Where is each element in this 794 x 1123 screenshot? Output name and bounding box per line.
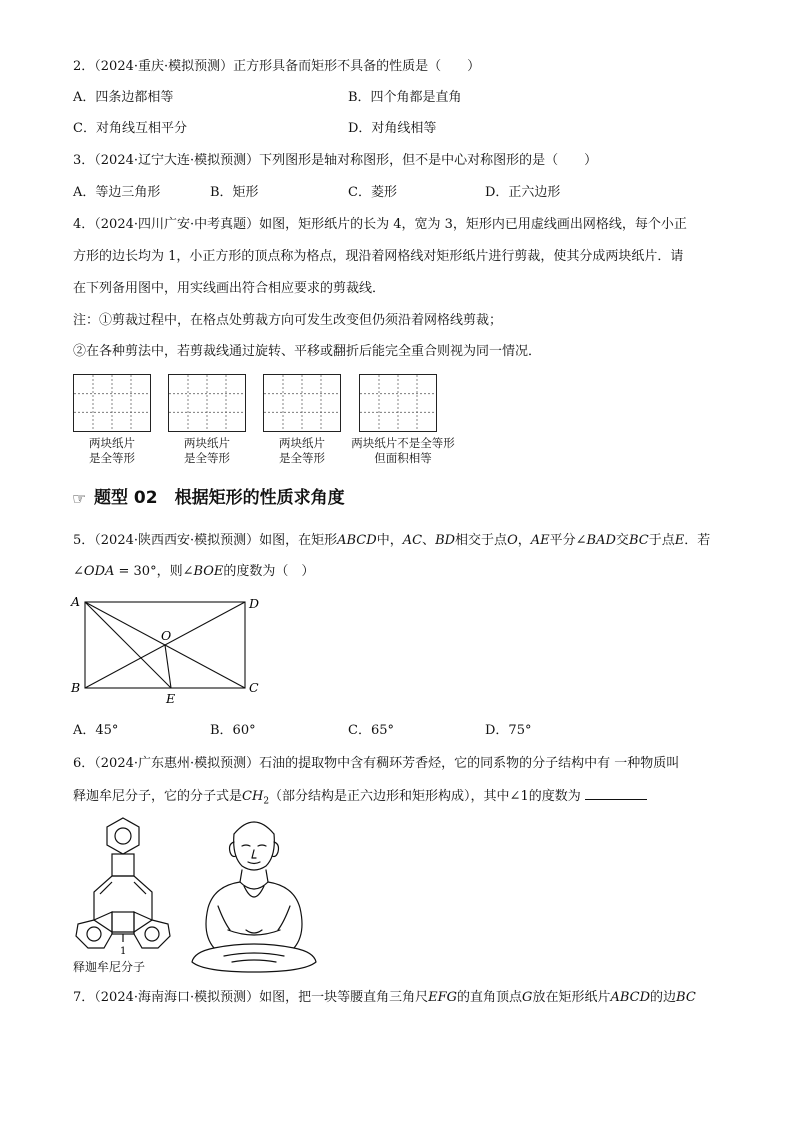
section-heading <box>72 487 345 510</box>
q5-line1 <box>73 532 710 550</box>
q5-option-c: C．65° <box>348 723 394 738</box>
grid-caption-1 <box>73 436 151 466</box>
math: BC <box>676 990 696 1005</box>
lower-square <box>112 912 134 934</box>
caption-line: 两块纸片 <box>184 436 230 450</box>
q4-note2: ②在各种剪法中，若剪裁线通过旋转、平移或翻折后能完全重合则视为同一情况． <box>73 344 542 359</box>
molecule-figure <box>68 812 178 976</box>
grid-figure-1 <box>73 374 151 432</box>
caption-line: 但面积相等 <box>374 451 432 465</box>
molecule-caption: 释迦牟尼分子 <box>73 960 146 974</box>
q2-option-c: C．对角线互相平分 <box>73 121 187 136</box>
subscript: 2 <box>263 796 270 807</box>
q3-option-b: B．矩形 <box>210 185 259 200</box>
grid-caption-4 <box>342 436 464 466</box>
math: CH <box>242 789 264 804</box>
text: = 30°，则∠ <box>114 564 194 579</box>
q5-line2 <box>73 563 314 581</box>
q5-option-b: B．60° <box>210 723 256 738</box>
q5-option-d: D．75° <box>485 723 532 738</box>
pointing-hand-icon: ☞ <box>72 489 87 508</box>
segment-oe <box>165 645 171 688</box>
q4-note1: 注：①剪裁过程中，在格点处剪裁方向可发生改变但仍须沿着网格线剪裁； <box>73 313 503 328</box>
section-title: 题型 02 根据矩形的性质求角度 <box>94 488 345 508</box>
q3-stem: 3．（2024·辽宁大连·模拟预测）下列图形是轴对称图形，但不是中心对称图形的是（ ） <box>73 153 598 168</box>
grid-caption-2 <box>168 436 246 466</box>
math: G <box>522 990 533 1005</box>
q6-line2 <box>73 787 647 811</box>
math: ODA <box>83 564 115 579</box>
buddha-illustration <box>184 812 324 976</box>
math: EFG <box>428 990 458 1005</box>
math: ABCD <box>610 990 651 1005</box>
q5-option-a: A．45° <box>73 723 119 738</box>
q4-line2: 方形的边长均为 1，小正方形的顶点称为格点，现沿着网格线对矩形纸片进行剪裁，使其分成两块纸片．请 <box>73 249 684 264</box>
caption-line: 两块纸片不是全等形 <box>351 436 455 450</box>
text: 交 <box>615 533 629 548</box>
math: AC <box>402 533 423 548</box>
rectangle-abcd-figure <box>66 590 276 706</box>
caption-line: 是全等形 <box>184 451 230 465</box>
q2-option-d: D．对角线相等 <box>348 121 437 136</box>
caption-line: 是全等形 <box>279 451 325 465</box>
text: 释迦牟尼分子，它的分子式是 <box>73 789 243 804</box>
text: 的边 <box>650 990 677 1005</box>
text: ∠ <box>73 564 84 579</box>
text: （部分结构是正六边形和矩形构成），其中∠1的度数为 <box>269 789 581 804</box>
text: 、 <box>422 533 436 548</box>
text: 7．（2024·海南海口·模拟预测）如图，把一块等腰直角三角尺 <box>73 990 429 1005</box>
math: BC <box>628 533 649 548</box>
q2-stem: 2．（2024·重庆·模拟预测）正方形具备而矩形不具备的性质是（ ） <box>73 59 481 74</box>
q6-line1: 6．（2024·广东惠州·模拟预测）石油的提取物中含有稠环芳香烃，它的同系物的分子结构中有 一种物质叫 <box>73 756 680 771</box>
grid-figure-2 <box>168 374 246 432</box>
point-e-label: E <box>166 691 176 706</box>
bisector-ae <box>85 602 171 688</box>
grid-figure-4 <box>359 374 437 432</box>
upper-square <box>112 854 134 876</box>
math: O <box>507 533 518 548</box>
caption-line: 两块纸片 <box>89 436 135 450</box>
q3-option-c: C．菱形 <box>348 185 397 200</box>
text: 的度数为（ ） <box>223 564 315 579</box>
text: ．若 <box>684 533 711 548</box>
caption-line: 是全等形 <box>89 451 135 465</box>
math: AE <box>530 533 550 548</box>
answer-blank <box>585 787 647 800</box>
text: 平分∠ <box>549 533 587 548</box>
q3-option-d: D．正六边形 <box>485 185 561 200</box>
q2-option-a: A．四条边都相等 <box>73 90 174 105</box>
q2-option-b: B．四个角都是直角 <box>348 90 462 105</box>
math: BAD <box>586 533 616 548</box>
point-o-label: O <box>161 628 172 643</box>
point-c-label: C <box>249 680 259 695</box>
text: 5．（2024·陕西西安·模拟预测）如图，在矩形 <box>73 533 338 548</box>
point-b-label: B <box>71 680 81 695</box>
q4-line3: 在下列备用图中，用实线画出符合相应要求的剪裁线． <box>73 281 386 296</box>
caption-line: 两块纸片 <box>279 436 325 450</box>
angle-1-label: 1 <box>120 946 127 957</box>
top-hexagon <box>107 818 139 854</box>
octagon-ring <box>94 876 152 932</box>
text: 相交于点 <box>455 533 508 548</box>
grid-figure-3 <box>263 374 341 432</box>
q3-option-a: A．等边三角形 <box>73 185 161 200</box>
math: E <box>674 533 685 548</box>
point-d-label: D <box>249 596 260 611</box>
math: BD <box>435 533 456 548</box>
grid-caption-3 <box>263 436 341 466</box>
q7-line1 <box>73 989 696 1007</box>
text: 放在矩形纸片 <box>532 990 611 1005</box>
text: ， <box>517 533 531 548</box>
text: 中， <box>376 533 403 548</box>
text: 的直角顶点 <box>457 990 523 1005</box>
math: ABCD <box>337 533 377 548</box>
point-a-label: A <box>71 594 81 609</box>
q4-line1: 4．（2024·四川广安·中考真题）如图，矩形纸片的长为 4，宽为 3，矩形内已用虚线画出网格线，每个小正 <box>73 217 687 232</box>
text: 于点 <box>648 533 675 548</box>
math: BOE <box>193 564 224 579</box>
